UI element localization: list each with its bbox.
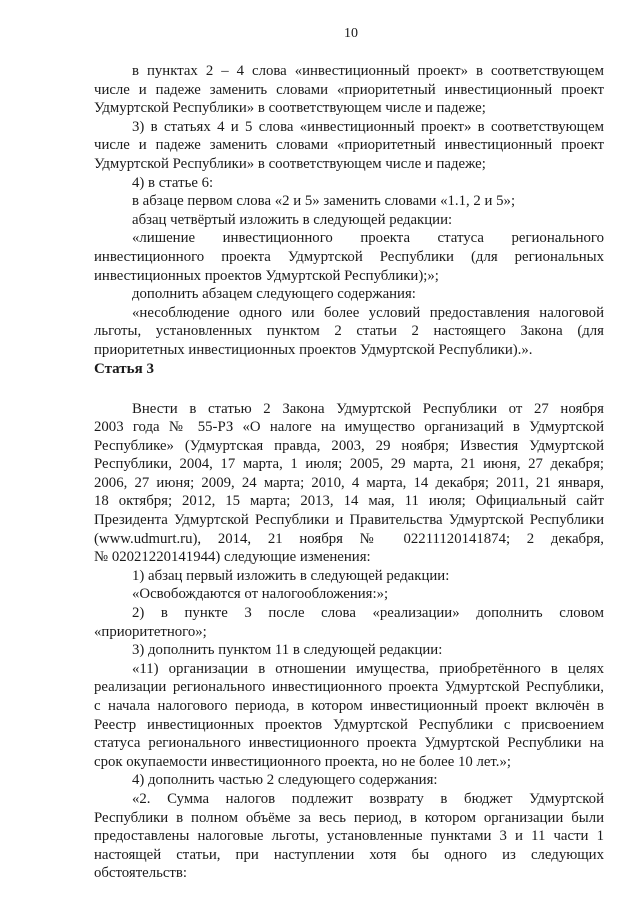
text-line: Внести в статью 2 Закона Удмуртской Республики от 27 ноября [132,400,604,417]
amendments-block [94,62,604,360]
text-line: 4) в статье 6: [132,174,214,191]
text-line: «несоблюдение одного или более условий предоставления налоговой [132,304,604,321]
text-line: в пунктах 2 – 4 слова «инвестиционный проект» в соответствующем [132,63,604,79]
article-heading: Статья 3 [94,360,154,377]
text-line: приоритетных инвестиционных проектов Удмуртской Республики).». [94,341,533,358]
text-line: Реестр инвестиционных проектов Удмуртской Республики с присвоением [94,716,604,733]
text-line: инвестиционных проектов Удмуртской Республики);»; [94,267,439,284]
text-line: предоставлены налоговые льготы, установленные пунктами 3 и 11 части 1 [94,828,604,845]
text-line: инвестиционного проекта Удмуртской Республики (для региональных [94,248,604,265]
text-line: (www.udmurt.ru), 2014, 21 ноября № 02211120141874; 2 декабря, [94,530,604,547]
text-line: с начала налогового периода, в котором инвестиционный проект включён в [94,698,604,714]
text-line: Удмуртской Республики» в соответствующем числе и падеже; [94,155,486,172]
text-line: числе и падеже заменить словами «приоритетный инвестиционный проект [94,81,604,98]
text-line: «11) организации в отношении имущества, приобретённого в целях [132,660,604,677]
text-line: настоящей статьи, при наступлении хотя бы одного из следующих [94,846,604,863]
text-line: Удмуртской Республики» в соответствующем числе и падеже; [94,100,486,117]
text-line: 2003 года № 55-РЗ «О налоге на имущество организаций в Удмуртской [94,419,604,436]
text-line: Республики в полном объёме за весь период, в котором организации были [94,809,604,826]
text-line: 4) дополнить частью 2 следующего содержания: [132,772,438,789]
text-line: 1) абзац первый изложить в следующей редакции: [132,567,450,584]
text-line: 3) дополнить пунктом 11 в следующей редакции: [132,642,443,659]
text-line: 2) в пункте 3 после слова «реализации» дополнить словом [132,605,604,622]
text-line: Республике» (Удмуртская правда, 2003, 29 ноября; Известия Удмуртской [94,437,604,454]
text-line: срок окупаемости инвестиционного проекта, но не более 10 лет.»; [94,753,511,770]
article-3-block [94,400,604,883]
text-line: «приоритетного»; [94,623,207,640]
text-line: Республики, 2004, 17 марта, 1 июля; 2005, 29 марта, 21 июня, 27 декабря; [94,456,604,473]
text-line: 18 октября; 2012, 15 марта; 2013, 14 мая, 11 июля; Официальный сайт [94,493,604,510]
text-line: «2. Сумма налогов подлежит возврату в бюджет Удмуртской [132,790,604,807]
text-line: 3) в статьях 4 и 5 слова «инвестиционный проект» в соответствующем [132,118,604,135]
text-line: 2006, 27 июня; 2009, 24 марта; 2010, 4 марта, 14 декабря; 2011, 21 января, [94,474,604,491]
text-line: «лишение инвестиционного проекта статуса регионального [132,230,604,247]
text-line: № 02021220141944) следующие изменения: [94,549,371,566]
text-line: реализации регионального инвестиционного проекта Удмуртской Республики, [94,679,604,696]
text-line: дополнить абзацем следующего содержания: [132,286,416,303]
text-line: Президента Удмуртской Республики и Правительства Удмуртской Республики [94,512,604,529]
text-line: льготы, установленных пунктом 2 статьи 2 настоящего Закона (для [94,323,604,340]
text-line: числе и падеже заменить словами «приоритетный инвестиционный проект [94,137,604,154]
text-line: в абзаце первом слова «2 и 5» заменить словами «1.1, 2 и 5»; [132,193,516,210]
text-line: «Освобождаются от налогообложения:»; [132,586,389,603]
text-line: статуса регионального инвестиционного проекта Удмуртской Республики на [94,735,604,752]
page-number: 10 [344,26,358,41]
text-line: обстоятельств: [94,865,187,882]
text-line: абзац четвёртый изложить в следующей редакции: [132,211,453,228]
